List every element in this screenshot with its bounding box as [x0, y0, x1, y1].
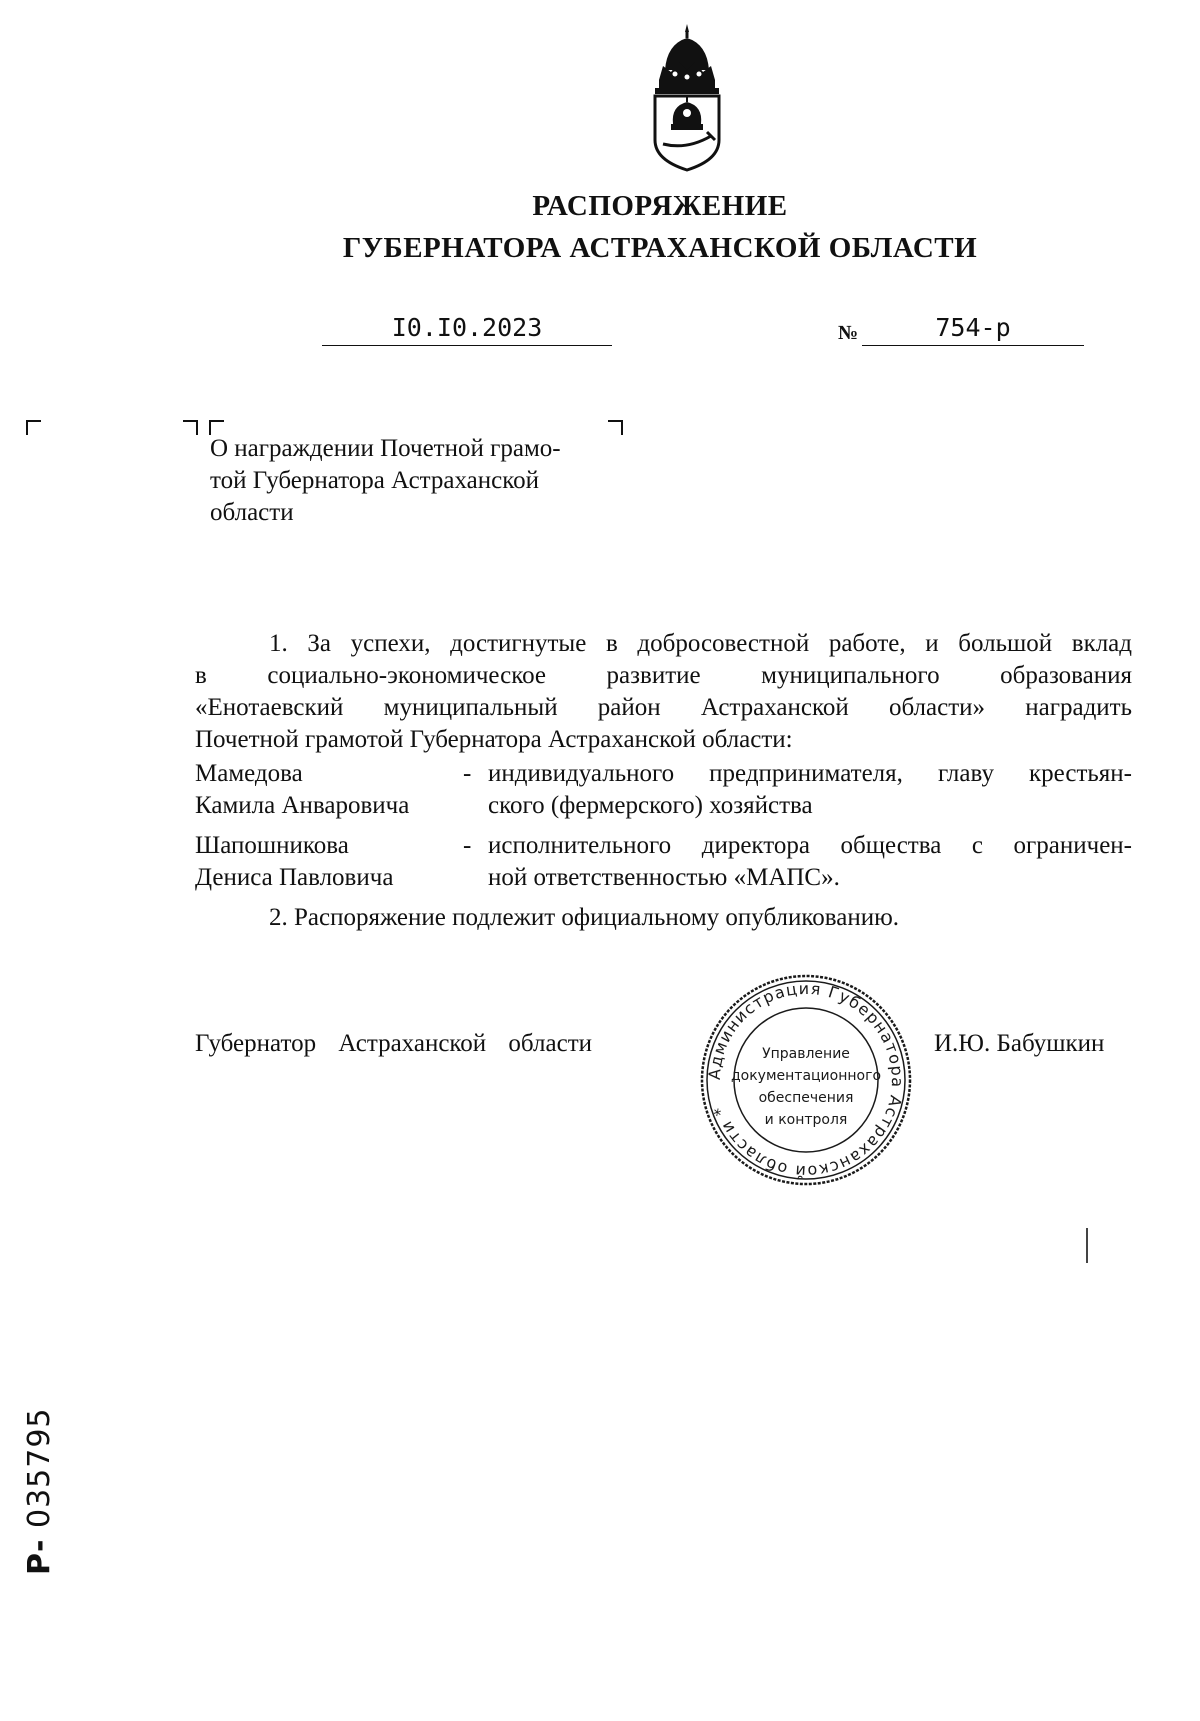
coat-of-arms-emblem [645, 22, 729, 172]
stamp-center-line: документационного [730, 1068, 882, 1084]
position-line: исполнительного директора общества с ограничен- [488, 832, 1132, 859]
position-line: ной ответственностью «МАПС». [488, 864, 840, 891]
serial-number [22, 1375, 62, 1575]
document-date: I0.I0.2023 [391, 313, 543, 342]
awardee-name [195, 830, 455, 894]
position-line: индивидуального предпринимателя, главу крестьян- [488, 760, 1132, 787]
serial-digits: 035795 [22, 1407, 57, 1528]
award-dash: - [463, 760, 472, 787]
paragraph-1 [195, 628, 1132, 756]
margin-corner-mark [26, 420, 41, 435]
paragraph-line: 1. За успехи, достигнутые в добросовестной работе, и большой вклад [269, 630, 1132, 657]
subject-line: области [210, 499, 294, 526]
stamp-center-line: обеспечения [758, 1090, 854, 1106]
subject-line: О награждении Почетной грамо- [210, 435, 561, 462]
awardee-surname: Шапошникова [195, 832, 349, 859]
awardee-position [488, 758, 1132, 822]
paragraph-line: «Енотаевский муниципальный район Астраханской области» наградить [195, 694, 1132, 721]
issuer-title: ГУБЕРНАТОРА АСТРАХАНСКОЙ ОБЛАСТИ [342, 232, 978, 264]
subject-corner-mark [183, 420, 198, 435]
paragraph-2: 2. Распоряжение подлежит официальному опубликованию. [269, 904, 900, 931]
subject-line: той Губернатора Астраханской [210, 467, 540, 494]
document-number: 754-р [935, 313, 1011, 342]
paragraph-line: Почетной грамотой Губернатора Астраханской области: [195, 726, 793, 753]
stamp-center-line: и контроля [764, 1112, 848, 1128]
paragraph-line: в социально-экономическое развитие муниципального образования [195, 662, 1132, 689]
awardee-given-name: Камила Анваровича [195, 792, 410, 819]
signer-title: Губернатор Астраханской области [195, 1030, 593, 1057]
document-type-title: РАСПОРЯЖЕНИЕ [532, 190, 788, 222]
margin-mark [1086, 1228, 1088, 1263]
awardee-surname: Мамедова [195, 760, 303, 787]
stamp-center-line: Управление [762, 1046, 850, 1062]
awardee-name [195, 758, 455, 822]
signer-name: И.Ю. Бабушкин [934, 1030, 1105, 1057]
date-underline [322, 345, 612, 346]
number-sign: № [838, 322, 859, 344]
subject-heading [210, 433, 630, 529]
awardee-position [488, 830, 1132, 894]
position-line: ского (фермерского) хозяйства [488, 792, 813, 819]
number-underline [862, 345, 1084, 346]
serial-prefix: Р- [22, 1538, 57, 1575]
awardee-given-name: Дениса Павловича [195, 864, 394, 891]
award-dash: - [463, 832, 472, 859]
stamp-ring-text: Администрация Губернатора Астраханской области * [704, 978, 908, 1182]
official-stamp [698, 972, 914, 1188]
